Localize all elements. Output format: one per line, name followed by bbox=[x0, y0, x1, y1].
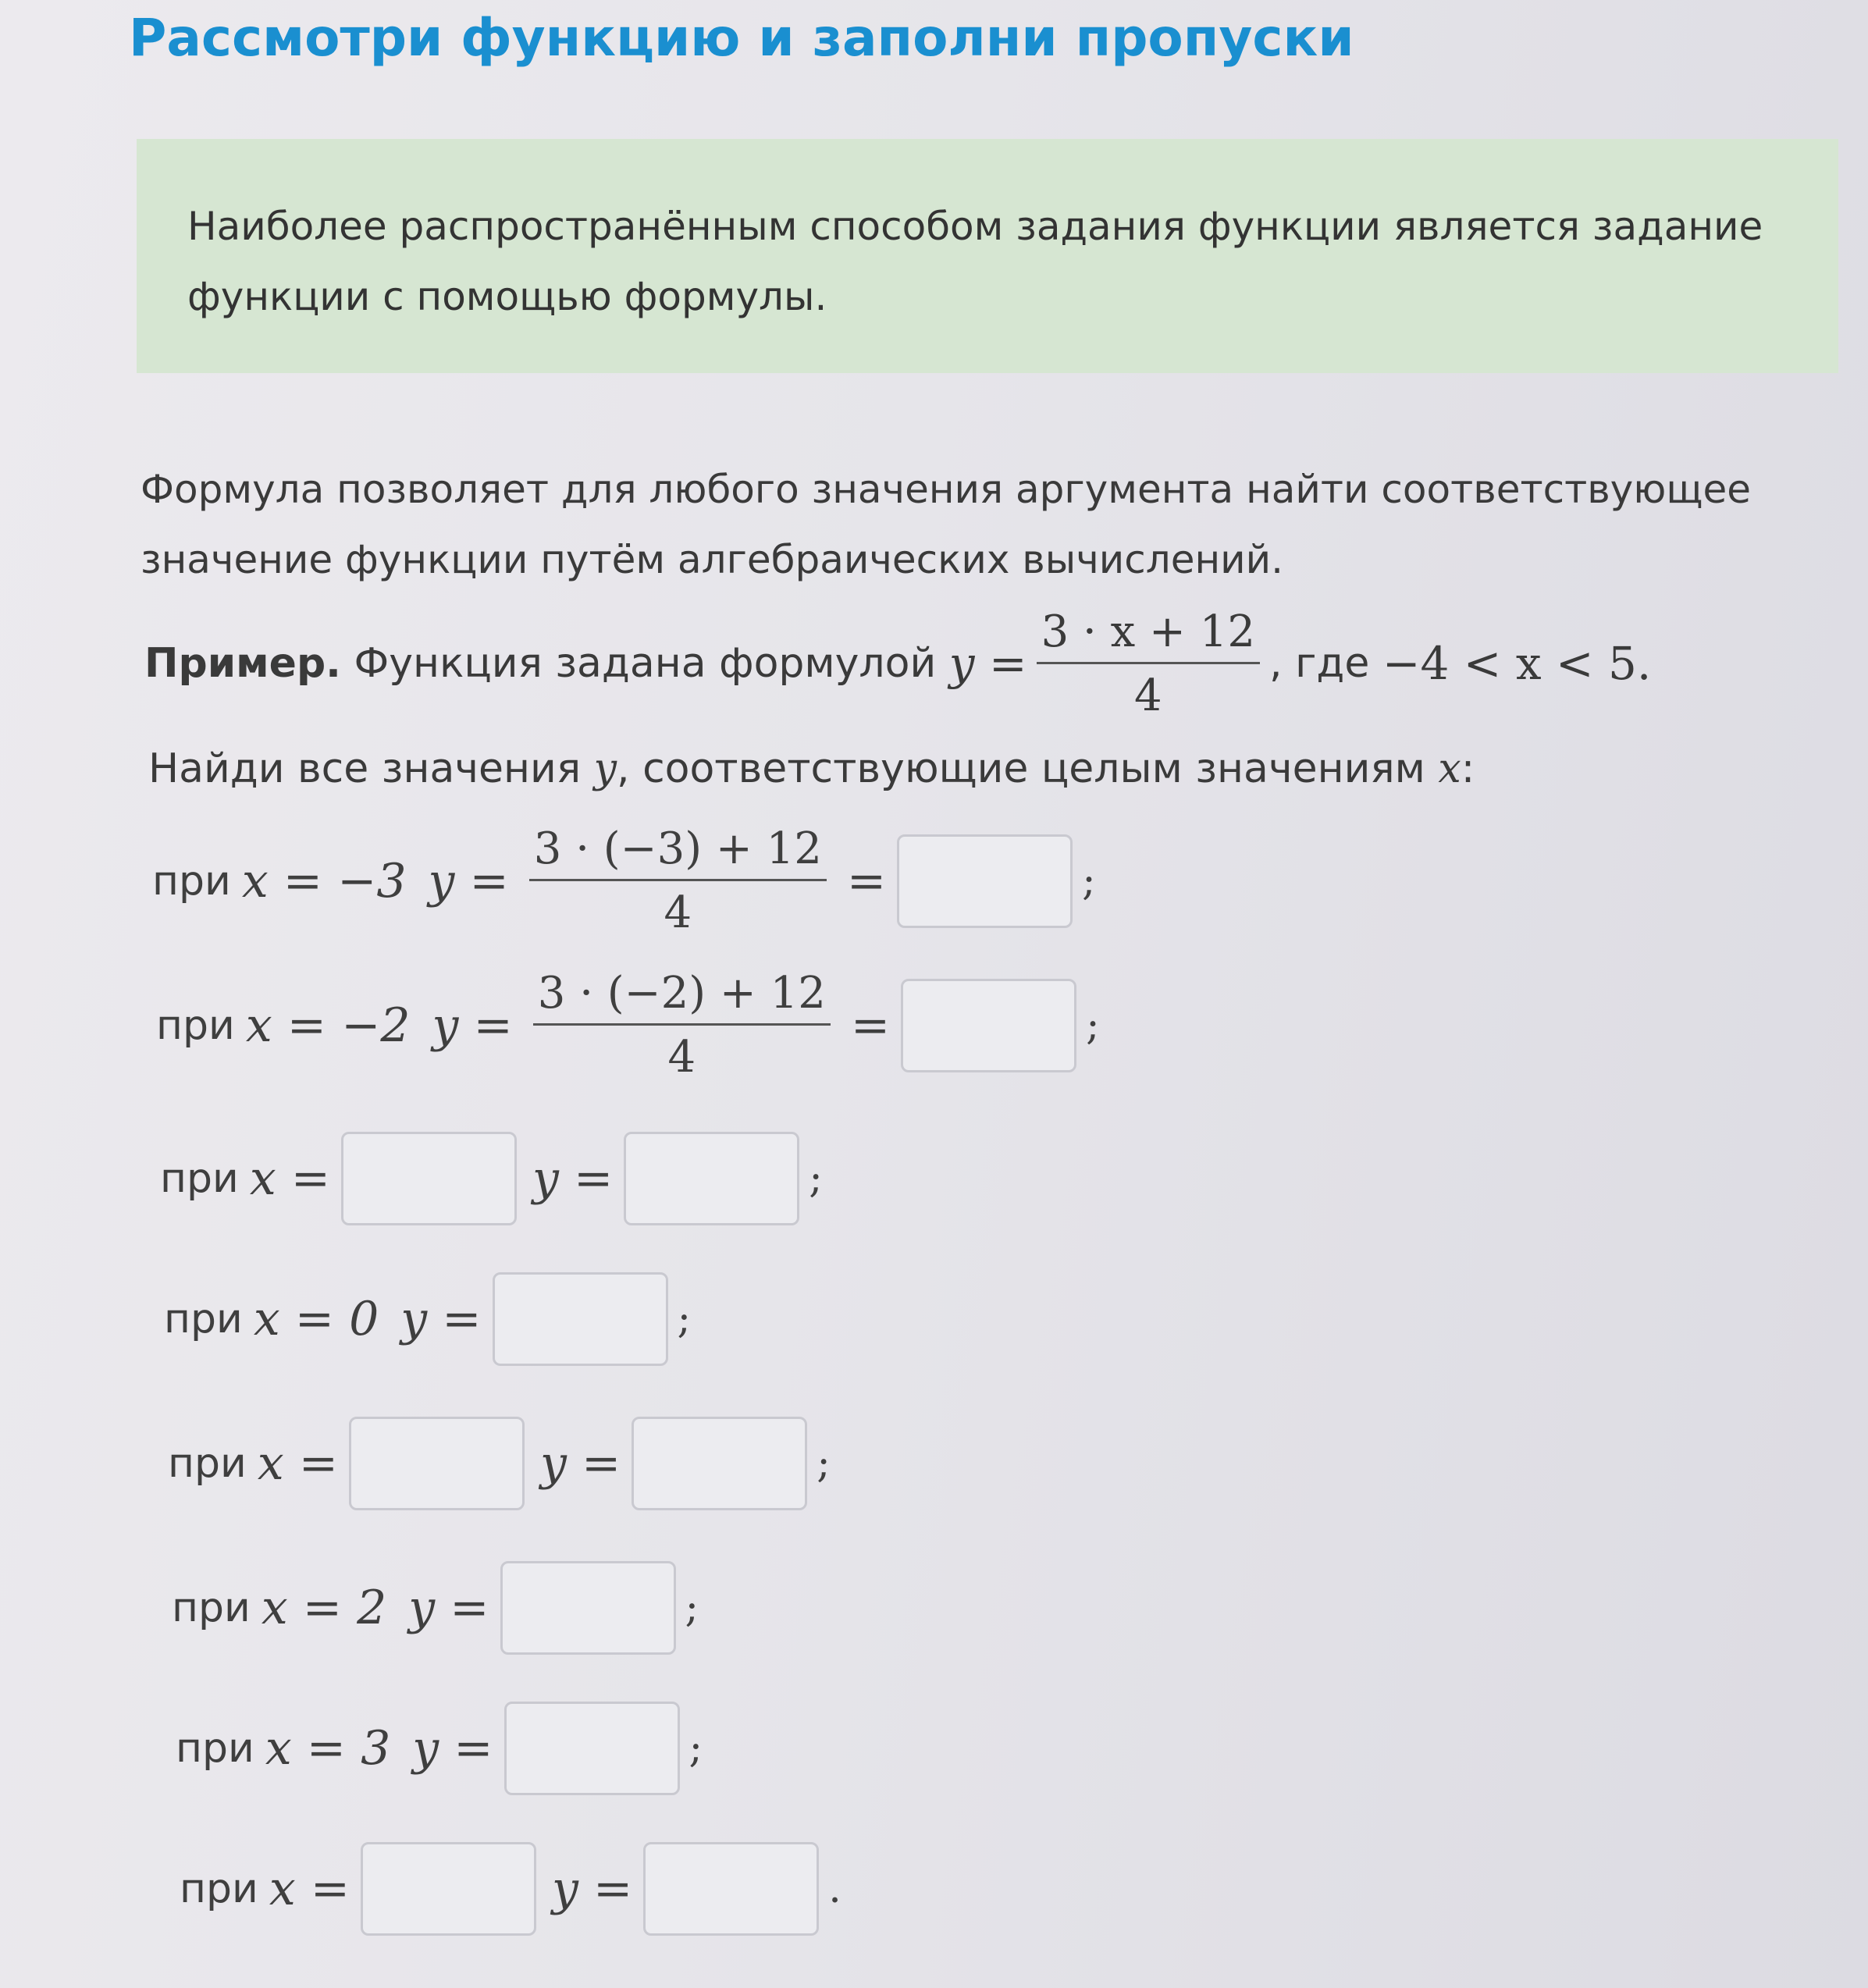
x-input[interactable] bbox=[361, 1842, 536, 1936]
y-input[interactable] bbox=[624, 1132, 799, 1225]
row-y: y = bbox=[552, 1862, 633, 1916]
row-x: x = bbox=[249, 1151, 330, 1206]
y-input[interactable] bbox=[901, 979, 1076, 1072]
row-denominator: 4 bbox=[664, 887, 692, 938]
row-x-blank-1 bbox=[160, 1132, 823, 1225]
row-x-blank-3 bbox=[180, 1842, 841, 1936]
row-fraction bbox=[529, 823, 827, 938]
example-domain: −4 < x < 5. bbox=[1382, 637, 1652, 690]
row-end: ; bbox=[809, 1155, 823, 1202]
example-where: , где bbox=[1269, 640, 1382, 687]
row-x: x = 0 bbox=[253, 1292, 379, 1346]
x-input[interactable] bbox=[341, 1132, 517, 1225]
row-y: y = bbox=[400, 1292, 482, 1346]
row-pri: при bbox=[180, 1865, 258, 1912]
row-y: y = bbox=[540, 1436, 621, 1491]
row-numerator: 3 · (−3) + 12 bbox=[529, 823, 827, 881]
row-x: x = bbox=[269, 1862, 350, 1916]
row-x: x = −3 bbox=[241, 853, 407, 909]
row-y: y = bbox=[432, 998, 513, 1053]
row-x-minus-3 bbox=[152, 823, 1096, 938]
row-end: ; bbox=[685, 1584, 699, 1631]
row-x: x = −2 bbox=[245, 998, 411, 1053]
row-pri: при bbox=[168, 1440, 247, 1487]
example-denominator: 4 bbox=[1133, 670, 1162, 721]
x-input[interactable] bbox=[349, 1417, 525, 1510]
row-y: y = bbox=[408, 1581, 489, 1635]
row-equals: = bbox=[846, 853, 887, 909]
row-x: x = 2 bbox=[261, 1581, 387, 1635]
row-pri: при bbox=[172, 1584, 251, 1631]
row-y: y = bbox=[412, 1721, 493, 1776]
row-x: x = 3 bbox=[265, 1721, 391, 1776]
row-end: ; bbox=[817, 1440, 831, 1487]
explanation-paragraph: Формула позволяет для любого значения аргумента найти соответствующее значение функции путём алгебраических вычислений. bbox=[141, 467, 1751, 582]
info-text: Наиболее распространённым способом задания функции является задание функции с помощью формулы. bbox=[187, 204, 1763, 319]
task-instruction bbox=[148, 745, 1475, 792]
example-y-eq: y = bbox=[948, 637, 1027, 690]
y-input[interactable] bbox=[632, 1417, 807, 1510]
example-formula bbox=[144, 601, 1651, 726]
row-x-2 bbox=[172, 1561, 699, 1655]
row-end: ; bbox=[1082, 857, 1096, 905]
row-x-blank-2 bbox=[168, 1417, 831, 1510]
row-x-3 bbox=[176, 1702, 703, 1795]
y-input[interactable] bbox=[504, 1702, 680, 1795]
row-denominator: 4 bbox=[667, 1032, 696, 1083]
row-end: ; bbox=[688, 1725, 703, 1772]
row-pri: при bbox=[156, 1001, 235, 1049]
example-fraction bbox=[1037, 606, 1260, 721]
y-input[interactable] bbox=[897, 834, 1073, 928]
row-equals: = bbox=[850, 998, 891, 1053]
row-fraction bbox=[533, 968, 831, 1083]
page-title: Рассмотри функцию и заполни пропуски bbox=[129, 8, 1354, 68]
task-y: y bbox=[593, 745, 617, 792]
row-end: ; bbox=[1086, 1001, 1100, 1049]
example-text: Функция задана формулой bbox=[340, 640, 949, 687]
row-end: . bbox=[828, 1865, 841, 1912]
row-numerator: 3 · (−2) + 12 bbox=[533, 968, 831, 1026]
row-pri: при bbox=[164, 1296, 243, 1343]
example-numerator: 3 · x + 12 bbox=[1037, 606, 1260, 664]
y-input[interactable] bbox=[500, 1561, 676, 1655]
row-x-0 bbox=[164, 1272, 691, 1366]
row-pri: при bbox=[176, 1725, 254, 1772]
example-label: Пример. bbox=[144, 640, 341, 687]
row-x: x = bbox=[257, 1436, 338, 1491]
row-x-minus-2 bbox=[156, 968, 1100, 1083]
y-input[interactable] bbox=[493, 1272, 668, 1366]
task-text2: , соответствующие целым значениям bbox=[617, 745, 1439, 792]
task-x: x bbox=[1438, 745, 1461, 792]
task-text: Найди все значения bbox=[148, 745, 594, 792]
row-end: ; bbox=[677, 1296, 692, 1343]
row-pri: при bbox=[160, 1155, 239, 1202]
y-input[interactable] bbox=[643, 1842, 819, 1936]
row-y: y = bbox=[428, 853, 509, 909]
row-pri: при bbox=[152, 857, 231, 905]
row-y: y = bbox=[532, 1151, 614, 1206]
task-colon: : bbox=[1461, 745, 1475, 792]
